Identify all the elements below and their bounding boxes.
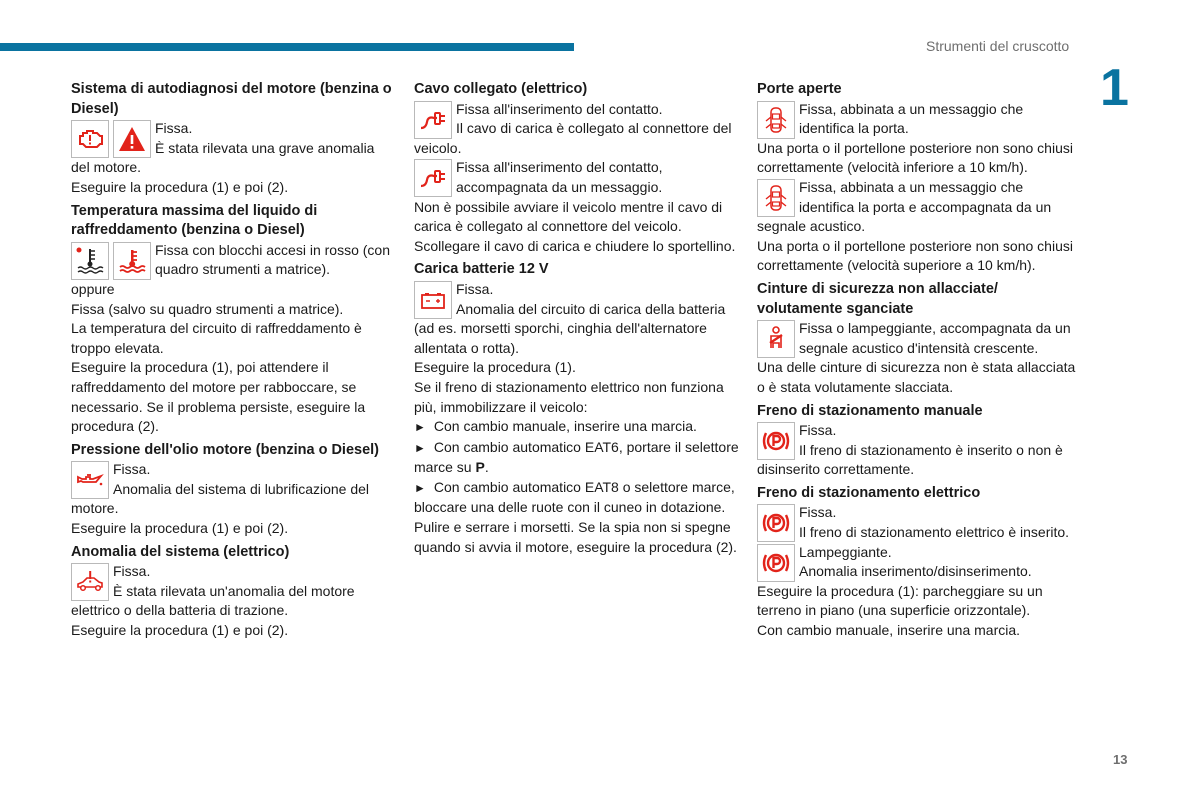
header-accent-bar [0, 43, 574, 51]
warning-entry: Lampeggiante. Anomalia inserimento/disinserimento. [757, 543, 1082, 582]
warning-triangle-icon [113, 120, 151, 158]
section-heading: Cavo collegato (elettrico) [414, 81, 588, 97]
warning-entry: Fissa. Il freno di stazionamento è inserito o non è disinserito correttamente. [757, 422, 1063, 478]
column-3: Porte aperte Fissa, abbinata a un messaggio che identifica la porta. Una porta o il portellone posteriore non sono chiusi correttamente (velocità inferiore a 10 km/h). Fissa, abbinata a un messaggio che identifica la porta e accompagnata da un segnale acustico. Una porta o il portellone posteriore non sono chiusi correttamente (velocità superiore a 10 km/h). Cinture di sicurezza non allacciate/ volutamente sganciate Fissa o lampeggiante, accompagnata da un segnale acustico d'intensità crescente. Una delle cinture di sicurezza non è stata allacciata o è stata volutamente slacciata. Freno di stazionamento manuale Fissa. Il freno di stazionamento è inserito o non è disinserito correttamente. Freno di stazionamento elettrico Fissa. Il freno di stazionamento elettrico è inserito. Lampeggiante. Anomalia inserimento/disinserimento. Eseguire la procedura (1): parcheggiare su un terreno in piano (una superficie orizzontale). Con cambio manuale, inserire una marcia. [757, 80, 1082, 641]
section-heading: Cinture di sicurezza non allacciate/ volutamente sganciate [757, 280, 998, 317]
column-2: Cavo collegato (elettrico) Fissa all'inserimento del contatto. Il cavo di carica è collegato al connettore del veicolo. Fissa all'inserimento del contatto, accompagnata da un messaggio. Non è possibile avviare il veicolo mentre il cavo di carica è collegato al connettore del veicolo. Scollegare il cavo di carica e chiudere lo sportellino. Carica batterie 12 V Fissa. Anomalia del circuito di carica della batteria (ad es. morsetti sporchi, cinghia dell'alternatore allentata o rotta). Eseguire la procedura (1). Se il freno di stazionamento elettrico non funziona più, immobilizzare il veicolo: ► Con cambio manuale, inserire una marcia. ► Con cambio automatico EAT6, portare il selettore marce su P. ► Con cambio automatico EAT8 o selettore marce, bloccare una delle ruote con il cuneo in dotazione. Pulire e serrare i morsetti. Se la spia non si spegne quando si avvia il motore, eseguire la procedura (2). [414, 80, 739, 557]
charging-cable-icon [414, 101, 452, 139]
seatbelt-icon [757, 320, 795, 358]
warning-entry: Fissa all'inserimento del contatto, accompagnata da un messaggio. [414, 158, 739, 197]
section-heading: Freno di stazionamento elettrico [757, 484, 981, 501]
warning-entry: Fissa, abbinata a un messaggio che identifica la porta. [757, 100, 1082, 139]
warning-entry: Fissa. Anomalia del sistema di lubrificazione del motore. [71, 461, 370, 517]
door-open-icon [757, 179, 795, 217]
section-heading: Anomalia del sistema (elettrico) [71, 543, 290, 560]
section-heading: Freno di stazionamento manuale [757, 402, 983, 419]
warning-entry: Fissa. Il freno di stazionamento elettrico è inserito. [757, 503, 1082, 542]
door-open-icon [757, 101, 795, 139]
coolant-temp-icon [113, 242, 151, 280]
section-heading: Carica batterie 12 V [414, 261, 549, 278]
column-1: Sistema di autodiagnosi del motore (benzina o Diesel) Fissa. È stata rilevata una grave anomalia del motore. Eseguire la procedura (1) e poi (2). Temperatura massima del liquido di raffreddamento (benzina o Diesel) Fissa con blocchi accesi in rosso (con quadro strumenti a matrice). oppure Fissa (salvo su quadro strumenti a matrice). La temperatura del circuito di raffreddamento è troppo elevata. Eseguire la procedura (1), poi attendere il raffreddamento del motore per rabboccare, se necessario. Se il problema persiste, eseguire la procedura (2). Pressione dell'olio motore (benzina o Diesel) Fissa. Anomalia del sistema di lubrificazione del motore. Eseguire la procedura (1) e poi (2). Anomalia del sistema (elettrico) Fissa. È stata rilevata un'anomalia del motore elettrico o della batteria di trazione. Eseguire la procedura (1) e poi (2). [71, 80, 396, 641]
parking-brake-icon [757, 544, 795, 582]
page-number: 13 [1113, 752, 1128, 767]
section-heading: Pressione dell'olio motore (benzina o Diesel) [71, 441, 380, 458]
parking-brake-icon [757, 504, 795, 542]
battery-icon [414, 281, 452, 319]
warning-entry: Fissa. È stata rilevata un'anomalia del motore elettrico o della batteria di trazione. [71, 563, 355, 619]
warning-entry: Fissa. È stata rilevata una grave anomalia del motore. [71, 120, 375, 176]
section-title: Strumenti del cruscotto [926, 38, 1070, 54]
section-heading: Sistema di autodiagnosi del motore (benzina o Diesel) [71, 81, 392, 117]
bullet-item: ► Con cambio manuale, inserire una marcia. [414, 417, 739, 438]
section-heading: Temperatura massima del liquido di raffreddamento (benzina o Diesel) [71, 202, 318, 239]
warning-entry: Fissa all'inserimento del contatto. Il cavo di carica è collegato al connettore del veicolo. [414, 100, 732, 156]
bullet-item: ► Con cambio automatico EAT8 o selettore marce, bloccare una delle ruote con il cuneo in dotazione. [414, 478, 739, 518]
coolant-temp-matrix-icon [71, 242, 109, 280]
warning-entry: Fissa, abbinata a un messaggio che identifica la porta e accompagnata da un segnale acustico. [757, 178, 1052, 235]
warning-entry: Fissa con blocchi accesi in rosso (con quadro strumenti a matrice). [71, 241, 396, 280]
parking-brake-icon [757, 422, 795, 460]
bullet-item: ► Con cambio automatico EAT6, portare il selettore marce su P. [414, 438, 739, 478]
warning-entry: Fissa o lampeggiante, accompagnata da un segnale acustico d'intensità crescente. [757, 319, 1082, 358]
engine-check-icon [71, 120, 109, 158]
oil-pressure-icon [71, 461, 109, 499]
chapter-number: 1 [1100, 59, 1129, 117]
warning-entry: Fissa. Anomalia del circuito di carica della batteria (ad es. morsetti sporchi, cinghia dell'alternatore allentata o rotta). [414, 280, 726, 356]
charging-cable-icon [414, 159, 452, 197]
electric-system-fault-icon [71, 563, 109, 601]
section-heading: Porte aperte [757, 81, 842, 97]
